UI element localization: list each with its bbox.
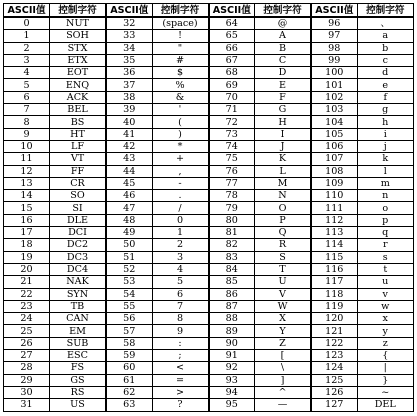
control-char-cell: U bbox=[255, 276, 312, 288]
ascii-value-cell: 82 bbox=[209, 239, 255, 251]
ascii-value-cell: 12 bbox=[4, 165, 50, 177]
control-char-cell: f bbox=[357, 91, 414, 103]
control-char-cell: m bbox=[357, 177, 414, 189]
table-row bbox=[4, 350, 414, 362]
control-char-cell: z bbox=[357, 337, 414, 349]
ascii-value-cell: 110 bbox=[311, 190, 357, 202]
ascii-value-cell: 46 bbox=[106, 190, 152, 202]
table-row bbox=[4, 17, 414, 30]
header-ascii-value: ASCII值 bbox=[4, 4, 50, 18]
ascii-value-cell: 19 bbox=[4, 251, 50, 263]
control-char-cell: ) bbox=[152, 128, 209, 140]
control-char-cell: < bbox=[152, 362, 209, 374]
ascii-value-cell: 87 bbox=[209, 300, 255, 312]
control-char-cell: - bbox=[152, 177, 209, 189]
control-char-cell: W bbox=[255, 300, 312, 312]
control-char-cell: LF bbox=[50, 140, 107, 152]
control-char-cell: BEL bbox=[50, 104, 107, 116]
control-char-cell: DLE bbox=[50, 214, 107, 226]
ascii-value-cell: 96 bbox=[311, 17, 357, 30]
control-char-cell: a bbox=[357, 30, 414, 42]
ascii-value-cell: 58 bbox=[106, 337, 152, 349]
ascii-value-cell: 40 bbox=[106, 116, 152, 128]
header-ascii-value: ASCII值 bbox=[106, 4, 152, 18]
control-char-cell: d bbox=[357, 67, 414, 79]
control-char-cell: VT bbox=[50, 153, 107, 165]
ascii-value-cell: 109 bbox=[311, 177, 357, 189]
control-char-cell: @ bbox=[255, 17, 312, 30]
ascii-value-cell: 49 bbox=[106, 227, 152, 239]
ascii-value-cell: 67 bbox=[209, 54, 255, 66]
ascii-value-cell: 59 bbox=[106, 350, 152, 362]
control-char-cell: DC3 bbox=[50, 251, 107, 263]
control-char-cell: EM bbox=[50, 325, 107, 337]
table-row bbox=[4, 30, 414, 42]
ascii-value-cell: 52 bbox=[106, 263, 152, 275]
control-char-cell: US bbox=[50, 399, 107, 411]
control-char-cell: M bbox=[255, 177, 312, 189]
ascii-value-cell: 4 bbox=[4, 67, 50, 79]
control-char-cell: i bbox=[357, 128, 414, 140]
table-row bbox=[4, 288, 414, 300]
control-char-cell: 6 bbox=[152, 288, 209, 300]
ascii-value-cell: 36 bbox=[106, 67, 152, 79]
table-row bbox=[4, 386, 414, 398]
control-char-cell: K bbox=[255, 153, 312, 165]
control-char-cell: NUT bbox=[50, 17, 107, 30]
ascii-value-cell: 55 bbox=[106, 300, 152, 312]
control-char-cell: ; bbox=[152, 350, 209, 362]
ascii-value-cell: 70 bbox=[209, 91, 255, 103]
control-char-cell: x bbox=[357, 313, 414, 325]
control-char-cell: t bbox=[357, 263, 414, 275]
control-char-cell: 5 bbox=[152, 276, 209, 288]
ascii-value-cell: 125 bbox=[311, 374, 357, 386]
control-char-cell: G bbox=[255, 104, 312, 116]
header-control-char: 控制字符 bbox=[255, 4, 312, 18]
ascii-value-cell: 117 bbox=[311, 276, 357, 288]
control-char-cell: w bbox=[357, 300, 414, 312]
ascii-value-cell: 95 bbox=[209, 399, 255, 411]
control-char-cell: u bbox=[357, 276, 414, 288]
ascii-value-cell: 30 bbox=[4, 386, 50, 398]
ascii-value-cell: 72 bbox=[209, 116, 255, 128]
ascii-value-cell: 29 bbox=[4, 374, 50, 386]
table-row bbox=[4, 337, 414, 349]
ascii-value-cell: 63 bbox=[106, 399, 152, 411]
control-char-cell: A bbox=[255, 30, 312, 42]
ascii-value-cell: 45 bbox=[106, 177, 152, 189]
table-row bbox=[4, 177, 414, 189]
control-char-cell: ] bbox=[255, 374, 312, 386]
control-char-cell: CAN bbox=[50, 313, 107, 325]
control-char-cell: 7 bbox=[152, 300, 209, 312]
header-ascii-value: ASCII值 bbox=[209, 4, 255, 18]
control-char-cell: O bbox=[255, 202, 312, 214]
control-char-cell: 3 bbox=[152, 251, 209, 263]
ascii-value-cell: 51 bbox=[106, 251, 152, 263]
ascii-value-cell: 42 bbox=[106, 140, 152, 152]
ascii-value-cell: 76 bbox=[209, 165, 255, 177]
ascii-value-cell: 50 bbox=[106, 239, 152, 251]
table-row bbox=[4, 42, 414, 54]
ascii-value-cell: 5 bbox=[4, 79, 50, 91]
control-char-cell: HT bbox=[50, 128, 107, 140]
control-char-cell: { bbox=[357, 350, 414, 362]
control-char-cell: E bbox=[255, 79, 312, 91]
ascii-value-cell: 127 bbox=[311, 399, 357, 411]
control-char-cell: X bbox=[255, 313, 312, 325]
control-char-cell: * bbox=[152, 140, 209, 152]
control-char-cell: c bbox=[357, 54, 414, 66]
table-row bbox=[4, 128, 414, 140]
ascii-value-cell: 98 bbox=[311, 42, 357, 54]
ascii-value-cell: 78 bbox=[209, 190, 255, 202]
ascii-value-cell: 27 bbox=[4, 350, 50, 362]
control-char-cell: 0 bbox=[152, 214, 209, 226]
ascii-value-cell: 64 bbox=[209, 17, 255, 30]
ascii-value-cell: 18 bbox=[4, 239, 50, 251]
control-char-cell: } bbox=[357, 374, 414, 386]
table-row bbox=[4, 153, 414, 165]
ascii-value-cell: 86 bbox=[209, 288, 255, 300]
control-char-cell: q bbox=[357, 227, 414, 239]
ascii-value-cell: 89 bbox=[209, 325, 255, 337]
table-row bbox=[4, 165, 414, 177]
ascii-value-cell: 103 bbox=[311, 104, 357, 116]
control-char-cell: ENQ bbox=[50, 79, 107, 91]
control-char-cell: Y bbox=[255, 325, 312, 337]
ascii-value-cell: 115 bbox=[311, 251, 357, 263]
ascii-value-cell: 123 bbox=[311, 350, 357, 362]
ascii-value-cell: 26 bbox=[4, 337, 50, 349]
ascii-value-cell: 53 bbox=[106, 276, 152, 288]
table-header-row bbox=[4, 4, 414, 18]
control-char-cell: L bbox=[255, 165, 312, 177]
ascii-value-cell: 22 bbox=[4, 288, 50, 300]
ascii-value-cell: 97 bbox=[311, 30, 357, 42]
ascii-value-cell: 121 bbox=[311, 325, 357, 337]
control-char-cell: DEL bbox=[357, 399, 414, 411]
control-char-cell: g bbox=[357, 104, 414, 116]
ascii-value-cell: 17 bbox=[4, 227, 50, 239]
control-char-cell: S bbox=[255, 251, 312, 263]
ascii-value-cell: 88 bbox=[209, 313, 255, 325]
control-char-cell: ~ bbox=[357, 386, 414, 398]
ascii-value-cell: 91 bbox=[209, 350, 255, 362]
ascii-value-cell: 94 bbox=[209, 386, 255, 398]
header-control-char: 控制字符 bbox=[50, 4, 107, 18]
ascii-value-cell: 9 bbox=[4, 128, 50, 140]
ascii-value-cell: 105 bbox=[311, 128, 357, 140]
ascii-value-cell: 113 bbox=[311, 227, 357, 239]
control-char-cell: B bbox=[255, 42, 312, 54]
table-row bbox=[4, 214, 414, 226]
control-char-cell: ( bbox=[152, 116, 209, 128]
control-char-cell: 1 bbox=[152, 227, 209, 239]
control-char-cell: I bbox=[255, 128, 312, 140]
ascii-value-cell: 39 bbox=[106, 104, 152, 116]
control-char-cell: b bbox=[357, 42, 414, 54]
table-row bbox=[4, 54, 414, 66]
ascii-value-cell: 33 bbox=[106, 30, 152, 42]
table-body bbox=[4, 17, 414, 411]
ascii-value-cell: 57 bbox=[106, 325, 152, 337]
ascii-value-cell: 37 bbox=[106, 79, 152, 91]
control-char-cell: \ bbox=[255, 362, 312, 374]
control-char-cell: + bbox=[152, 153, 209, 165]
ascii-value-cell: 79 bbox=[209, 202, 255, 214]
ascii-value-cell: 126 bbox=[311, 386, 357, 398]
ascii-value-cell: 90 bbox=[209, 337, 255, 349]
control-char-cell: 2 bbox=[152, 239, 209, 251]
ascii-value-cell: 7 bbox=[4, 104, 50, 116]
ascii-value-cell: 41 bbox=[106, 128, 152, 140]
control-char-cell: # bbox=[152, 54, 209, 66]
ascii-value-cell: 81 bbox=[209, 227, 255, 239]
ascii-value-cell: 120 bbox=[311, 313, 357, 325]
control-char-cell: , bbox=[152, 165, 209, 177]
ascii-value-cell: 23 bbox=[4, 300, 50, 312]
control-char-cell: D bbox=[255, 67, 312, 79]
ascii-value-cell: 69 bbox=[209, 79, 255, 91]
ascii-value-cell: 56 bbox=[106, 313, 152, 325]
ascii-value-cell: 104 bbox=[311, 116, 357, 128]
ascii-value-cell: 16 bbox=[4, 214, 50, 226]
control-char-cell: CR bbox=[50, 177, 107, 189]
control-char-cell: EOT bbox=[50, 67, 107, 79]
table-row bbox=[4, 300, 414, 312]
ascii-value-cell: 77 bbox=[209, 177, 255, 189]
control-char-cell: SYN bbox=[50, 288, 107, 300]
table-row bbox=[4, 227, 414, 239]
control-char-cell: o bbox=[357, 202, 414, 214]
table-row bbox=[4, 91, 414, 103]
control-char-cell: TB bbox=[50, 300, 107, 312]
control-char-cell: [ bbox=[255, 350, 312, 362]
control-char-cell: n bbox=[357, 190, 414, 202]
control-char-cell: v bbox=[357, 288, 414, 300]
control-char-cell: DCI bbox=[50, 227, 107, 239]
control-char-cell: — bbox=[255, 399, 312, 411]
control-char-cell: e bbox=[357, 79, 414, 91]
control-char-cell: l bbox=[357, 165, 414, 177]
control-char-cell: $ bbox=[152, 67, 209, 79]
control-char-cell: ! bbox=[152, 30, 209, 42]
control-char-cell: N bbox=[255, 190, 312, 202]
ascii-value-cell: 28 bbox=[4, 362, 50, 374]
table-row bbox=[4, 276, 414, 288]
control-char-cell: : bbox=[152, 337, 209, 349]
ascii-value-cell: 73 bbox=[209, 128, 255, 140]
control-char-cell: RS bbox=[50, 386, 107, 398]
ascii-value-cell: 24 bbox=[4, 313, 50, 325]
header-ascii-value: ASCII值 bbox=[311, 4, 357, 18]
header-control-char: 控制字符 bbox=[152, 4, 209, 18]
control-char-cell: SOH bbox=[50, 30, 107, 42]
ascii-value-cell: 20 bbox=[4, 263, 50, 275]
control-char-cell: P bbox=[255, 214, 312, 226]
ascii-value-cell: 122 bbox=[311, 337, 357, 349]
ascii-value-cell: 106 bbox=[311, 140, 357, 152]
ascii-table bbox=[3, 3, 414, 412]
control-char-cell: s bbox=[357, 251, 414, 263]
control-char-cell: V bbox=[255, 288, 312, 300]
ascii-value-cell: 108 bbox=[311, 165, 357, 177]
ascii-value-cell: 101 bbox=[311, 79, 357, 91]
ascii-value-cell: 44 bbox=[106, 165, 152, 177]
control-char-cell: 4 bbox=[152, 263, 209, 275]
control-char-cell: ' bbox=[152, 104, 209, 116]
ascii-value-cell: 32 bbox=[106, 17, 152, 30]
table-row bbox=[4, 67, 414, 79]
control-char-cell: SO bbox=[50, 190, 107, 202]
control-char-cell: Q bbox=[255, 227, 312, 239]
ascii-value-cell: 71 bbox=[209, 104, 255, 116]
control-char-cell: R bbox=[255, 239, 312, 251]
ascii-value-cell: 111 bbox=[311, 202, 357, 214]
ascii-value-cell: 100 bbox=[311, 67, 357, 79]
control-char-cell: | bbox=[357, 362, 414, 374]
control-char-cell: ESC bbox=[50, 350, 107, 362]
control-char-cell: H bbox=[255, 116, 312, 128]
ascii-value-cell: 99 bbox=[311, 54, 357, 66]
control-char-cell: ACK bbox=[50, 91, 107, 103]
control-char-cell: " bbox=[152, 42, 209, 54]
control-char-cell: / bbox=[152, 202, 209, 214]
control-char-cell: NAK bbox=[50, 276, 107, 288]
ascii-value-cell: 92 bbox=[209, 362, 255, 374]
ascii-value-cell: 10 bbox=[4, 140, 50, 152]
ascii-value-cell: 83 bbox=[209, 251, 255, 263]
ascii-value-cell: 48 bbox=[106, 214, 152, 226]
control-char-cell: & bbox=[152, 91, 209, 103]
control-char-cell: GS bbox=[50, 374, 107, 386]
ascii-value-cell: 2 bbox=[4, 42, 50, 54]
ascii-value-cell: 34 bbox=[106, 42, 152, 54]
ascii-value-cell: 61 bbox=[106, 374, 152, 386]
ascii-value-cell: 85 bbox=[209, 276, 255, 288]
ascii-value-cell: 107 bbox=[311, 153, 357, 165]
table-row bbox=[4, 239, 414, 251]
control-char-cell: 8 bbox=[152, 313, 209, 325]
control-char-cell: J bbox=[255, 140, 312, 152]
control-char-cell: DC4 bbox=[50, 263, 107, 275]
table-row bbox=[4, 325, 414, 337]
ascii-value-cell: 1 bbox=[4, 30, 50, 42]
ascii-value-cell: 80 bbox=[209, 214, 255, 226]
table-row bbox=[4, 362, 414, 374]
ascii-value-cell: 102 bbox=[311, 91, 357, 103]
control-char-cell: F bbox=[255, 91, 312, 103]
control-char-cell: SI bbox=[50, 202, 107, 214]
header-control-char: 控制字符 bbox=[357, 4, 414, 18]
ascii-value-cell: 6 bbox=[4, 91, 50, 103]
ascii-value-cell: 66 bbox=[209, 42, 255, 54]
ascii-value-cell: 74 bbox=[209, 140, 255, 152]
control-char-cell: 9 bbox=[152, 325, 209, 337]
control-char-cell: p bbox=[357, 214, 414, 226]
ascii-value-cell: 124 bbox=[311, 362, 357, 374]
control-char-cell: = bbox=[152, 374, 209, 386]
control-char-cell: y bbox=[357, 325, 414, 337]
ascii-value-cell: 47 bbox=[106, 202, 152, 214]
control-char-cell: r bbox=[357, 239, 414, 251]
control-char-cell: BS bbox=[50, 116, 107, 128]
ascii-value-cell: 8 bbox=[4, 116, 50, 128]
control-char-cell: STX bbox=[50, 42, 107, 54]
control-char-cell: ^ bbox=[255, 386, 312, 398]
table-row bbox=[4, 399, 414, 411]
ascii-value-cell: 43 bbox=[106, 153, 152, 165]
control-char-cell: C bbox=[255, 54, 312, 66]
ascii-value-cell: 60 bbox=[106, 362, 152, 374]
ascii-value-cell: 68 bbox=[209, 67, 255, 79]
table-row bbox=[4, 104, 414, 116]
control-char-cell: DC2 bbox=[50, 239, 107, 251]
control-char-cell: (space) bbox=[152, 17, 209, 30]
control-char-cell: FS bbox=[50, 362, 107, 374]
ascii-value-cell: 116 bbox=[311, 263, 357, 275]
ascii-value-cell: 65 bbox=[209, 30, 255, 42]
ascii-value-cell: 84 bbox=[209, 263, 255, 275]
table-row bbox=[4, 79, 414, 91]
ascii-value-cell: 3 bbox=[4, 54, 50, 66]
table-row bbox=[4, 140, 414, 152]
table-row bbox=[4, 190, 414, 202]
control-char-cell: Z bbox=[255, 337, 312, 349]
control-char-cell: % bbox=[152, 79, 209, 91]
ascii-value-cell: 14 bbox=[4, 190, 50, 202]
ascii-value-cell: 62 bbox=[106, 386, 152, 398]
control-char-cell: j bbox=[357, 140, 414, 152]
ascii-value-cell: 11 bbox=[4, 153, 50, 165]
ascii-value-cell: 93 bbox=[209, 374, 255, 386]
control-char-cell: ? bbox=[152, 399, 209, 411]
control-char-cell: ETX bbox=[50, 54, 107, 66]
ascii-value-cell: 15 bbox=[4, 202, 50, 214]
table-row bbox=[4, 116, 414, 128]
ascii-value-cell: 112 bbox=[311, 214, 357, 226]
ascii-value-cell: 21 bbox=[4, 276, 50, 288]
table-row bbox=[4, 263, 414, 275]
table-row bbox=[4, 374, 414, 386]
control-char-cell: > bbox=[152, 386, 209, 398]
ascii-value-cell: 118 bbox=[311, 288, 357, 300]
control-char-cell: 、 bbox=[357, 17, 414, 30]
table-row bbox=[4, 251, 414, 263]
ascii-value-cell: 38 bbox=[106, 91, 152, 103]
control-char-cell: k bbox=[357, 153, 414, 165]
table-row bbox=[4, 202, 414, 214]
ascii-value-cell: 119 bbox=[311, 300, 357, 312]
ascii-value-cell: 25 bbox=[4, 325, 50, 337]
ascii-value-cell: 114 bbox=[311, 239, 357, 251]
control-char-cell: SUB bbox=[50, 337, 107, 349]
ascii-value-cell: 75 bbox=[209, 153, 255, 165]
ascii-value-cell: 54 bbox=[106, 288, 152, 300]
ascii-value-cell: 31 bbox=[4, 399, 50, 411]
control-char-cell: h bbox=[357, 116, 414, 128]
control-char-cell: T bbox=[255, 263, 312, 275]
control-char-cell: . bbox=[152, 190, 209, 202]
ascii-value-cell: 13 bbox=[4, 177, 50, 189]
control-char-cell: FF bbox=[50, 165, 107, 177]
ascii-value-cell: 35 bbox=[106, 54, 152, 66]
table-row bbox=[4, 313, 414, 325]
ascii-value-cell: 0 bbox=[4, 17, 50, 30]
